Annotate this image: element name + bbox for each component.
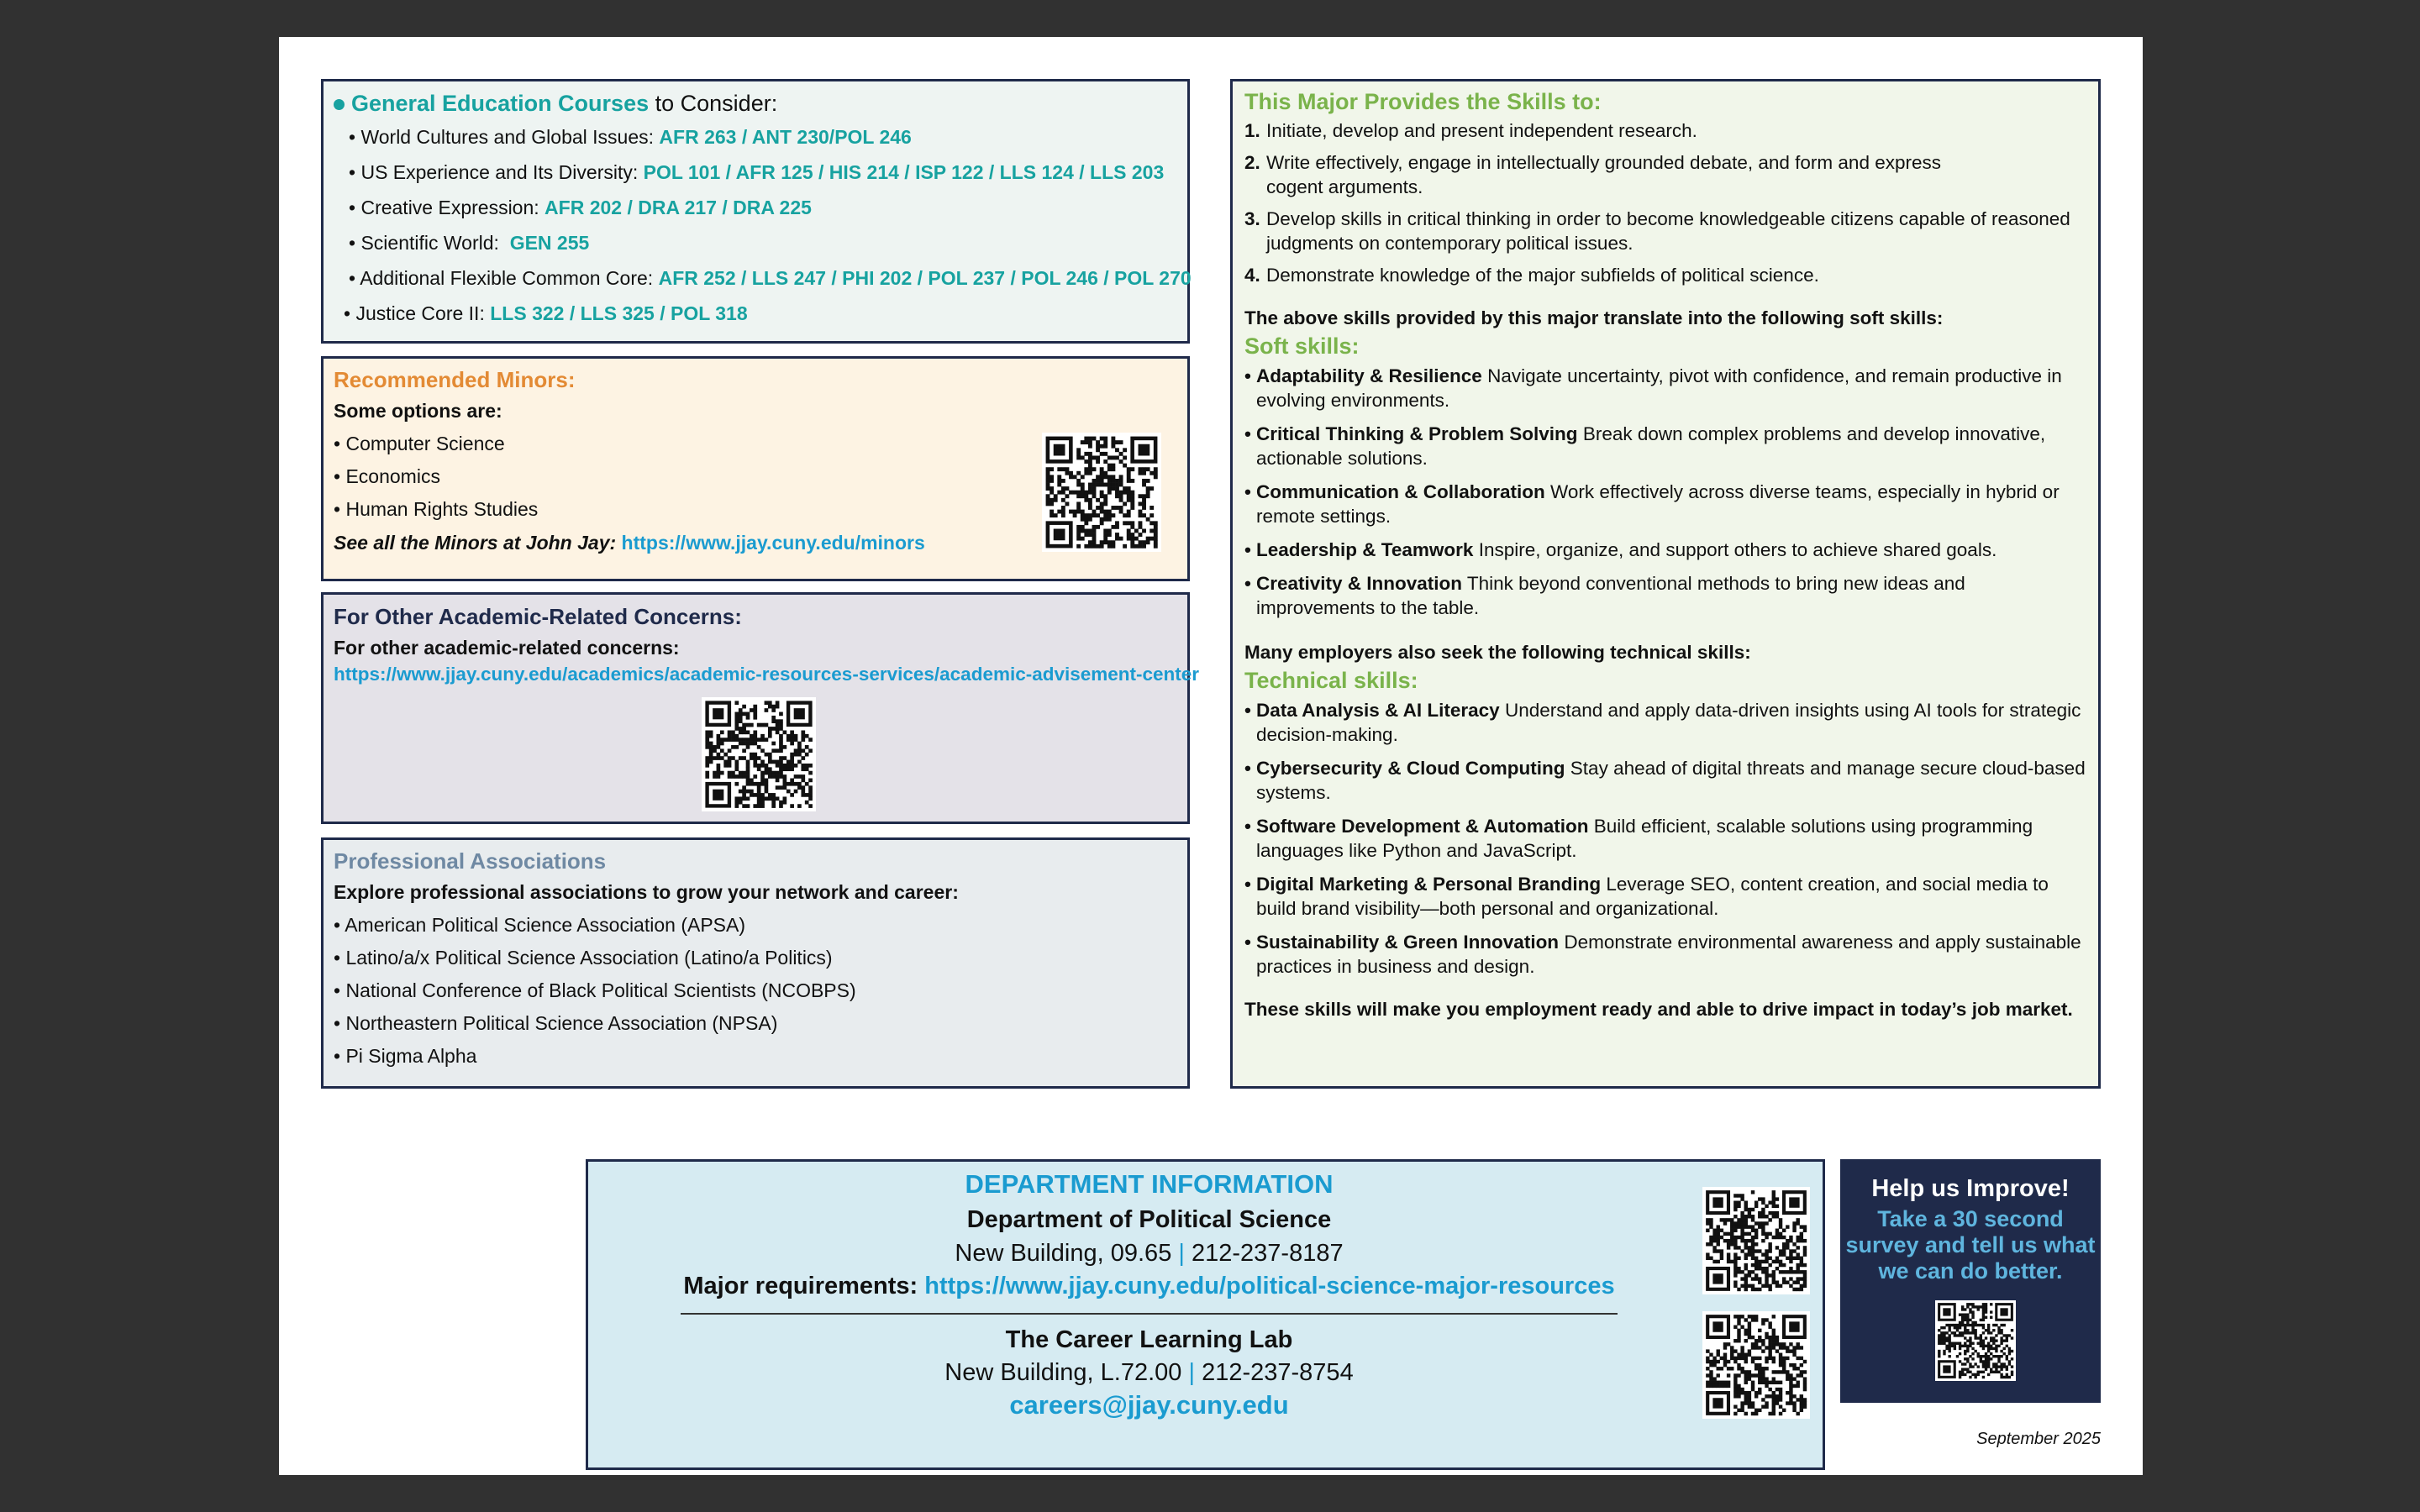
flyer-page <box>279 37 2143 1475</box>
gen-ed-item: • Creative Expression: AFR 202 / DRA 217 / DRA 225 <box>349 197 812 218</box>
minor-item: • Computer Science <box>334 433 505 454</box>
tech-skill-item: • Software Development & Automation Build efficient, scalable solutions using programming languages like Python and JavaScript. <box>1244 814 2086 863</box>
soft-skill-item: • Adaptability & Resilience Navigate uncertainty, pivot with confidence, and remain productive in evolving environments. <box>1244 364 2086 412</box>
minors-title: Recommended Minors: <box>334 367 576 392</box>
gen-ed-courses[interactable]: AFR 263 / ANT 230/POL 246 <box>659 126 912 148</box>
soft-skills-title: Soft skills: <box>1244 333 1360 359</box>
qr-code-career-lab[interactable] <box>1702 1311 1810 1419</box>
minor-item: • Human Rights Studies <box>334 498 539 520</box>
dept-phone: 212-237-8187 <box>1192 1240 1344 1267</box>
gen-ed-item: • Additional Flexible Common Core: AFR 252 / LLS 247 / PHI 202 / POL 237 / POL 246 / POL 270 <box>349 267 1192 289</box>
dept-requirements: Major requirements: https://www.jjay.cuny.edu/political-science-major-resources <box>683 1273 1615 1299</box>
soft-skill-item: • Creativity & Innovation Think beyond conventional methods to bring new ideas and improvements to the table. <box>1244 571 2086 620</box>
survey-text: Take a 30 second survey and tell us what we can do better. <box>1845 1206 2096 1284</box>
minors-see-all: See all the Minors at John Jay: <box>334 532 617 554</box>
requirements-link[interactable]: https://www.jjay.cuny.edu/political-science-major-resources <box>924 1273 1615 1299</box>
soft-skill-item: • Communication & Collaboration Work effectively across diverse teams, especially in hybrid or remote settings. <box>1244 480 2086 528</box>
career-lab-name: The Career Learning Lab <box>1005 1326 1293 1353</box>
association-item: • National Conference of Black Political Scientists (NCOBPS) <box>334 979 856 1001</box>
qr-code-dept[interactable] <box>1702 1187 1810 1294</box>
skills-closing: These skills will make you employment ready and able to drive impact in today’s job market. <box>1244 999 2073 1020</box>
qr-code-icon <box>1935 1300 2016 1381</box>
career-lab-phone: 212-237-8754 <box>1202 1359 1354 1386</box>
minor-item: • Economics <box>334 465 440 487</box>
dept-info-title: DEPARTMENT INFORMATION <box>965 1169 1334 1199</box>
skill-numbered: 4. Demonstrate knowledge of the major subfields of political science. <box>1244 265 1819 286</box>
gen-ed-box <box>321 79 1190 344</box>
qr-code-icon <box>1702 1187 1810 1294</box>
gen-ed-title-suffix: to Consider: <box>655 91 778 116</box>
associations-intro: Explore professional associations to grow your network and career: <box>334 881 959 903</box>
concerns-title: For Other Academic-Related Concerns: <box>334 604 742 629</box>
teal-dot-icon <box>334 99 345 110</box>
qr-code-survey[interactable] <box>1935 1300 2016 1381</box>
skill-numbered: 2. Write effectively, engage in intellectually grounded debate, and form and express cogent arguments. <box>1244 152 1941 197</box>
associations-title: Professional Associations <box>334 848 607 874</box>
gen-ed-courses[interactable]: POL 101 / AFR 125 / HIS 214 / ISP 122 / LLS 124 / LLS 203 <box>643 161 1165 183</box>
gen-ed-item: • Scientific World: GEN 255 <box>349 232 590 254</box>
survey-box <box>1840 1159 2101 1403</box>
tech-skill-item: • Data Analysis & AI Literacy Understand and apply data-driven insights using AI tools for strategic decision-making. <box>1244 698 2086 747</box>
gen-ed-courses[interactable]: AFR 202 / DRA 217 / DRA 225 <box>544 197 812 218</box>
gen-ed-courses[interactable]: GEN 255 <box>509 232 590 254</box>
advisement-center-link[interactable]: https://www.jjay.cuny.edu/academics/academic-resources-services/academic-advisement-center <box>334 664 1200 685</box>
career-lab-location: New Building, L.72.00 | 212-237-8754 <box>944 1359 1354 1386</box>
gen-ed-courses[interactable]: LLS 322 / LLS 325 / POL 318 <box>490 302 748 324</box>
soft-skill-item: • Leadership & Teamwork Inspire, organize, and support others to achieve shared goals. <box>1244 538 2086 562</box>
tech-skill-item: • Cybersecurity & Cloud Computing Stay ahead of digital threats and manage secure cloud-based systems. <box>1244 756 2086 805</box>
career-lab-email[interactable]: careers@jjay.cuny.edu <box>1009 1390 1289 1420</box>
minors-link[interactable]: https://www.jjay.cuny.edu/minors <box>621 532 925 554</box>
association-item: • Latino/a/x Political Science Association (Latino/a Politics) <box>334 947 833 969</box>
association-item: • Pi Sigma Alpha <box>334 1045 477 1067</box>
concerns-intro: For other academic-related concerns: <box>334 637 680 659</box>
gen-ed-item: • US Experience and Its Diversity: POL 101 / AFR 125 / HIS 214 / ISP 122 / LLS 124 / LLS 203 <box>349 161 1165 183</box>
skill-numbered: 3. Develop skills in critical thinking in order to become knowledgeable citizens capable of reasoned judgments on contemporary political issues. <box>1244 208 2070 254</box>
minors-box <box>321 356 1190 581</box>
gen-ed-item: • World Cultures and Global Issues: AFR 263 / ANT 230/POL 246 <box>349 126 912 148</box>
gen-ed-courses[interactable]: AFR 252 / LLS 247 / PHI 202 / POL 237 / POL 246 / POL 270 <box>658 267 1192 289</box>
qr-code-minors[interactable] <box>1042 433 1161 552</box>
concerns-box <box>321 592 1200 824</box>
footer-date: September 2025 <box>1976 1430 2101 1448</box>
gen-ed-item: • Justice Core II: LLS 322 / LLS 325 / POL 318 <box>344 302 748 324</box>
gen-ed-title: General Education Courses <box>351 91 650 116</box>
tech-skills-intro: Many employers also seek the following technical skills: <box>1244 642 1751 663</box>
tech-skills-title: Technical skills: <box>1244 668 1418 693</box>
department-info-box <box>586 1159 1825 1470</box>
association-item: • Northeastern Political Science Association (NPSA) <box>334 1012 778 1034</box>
qr-code-icon <box>1042 433 1161 552</box>
tech-skill-item: • Sustainability & Green Innovation Demonstrate environmental awareness and apply sustainable practices in business and design. <box>1244 930 2086 979</box>
qr-code-icon <box>702 697 816 811</box>
association-item: • American Political Science Association (APSA) <box>334 914 745 936</box>
associations-box <box>321 837 1190 1089</box>
soft-skills-intro: The above skills provided by this major translate into the following soft skills: <box>1244 307 1944 328</box>
soft-skill-item: • Critical Thinking & Problem Solving Break down complex problems and develop innovative, actionable solutions. <box>1244 422 2086 470</box>
dept-location: New Building, 09.65 | 212-237-8187 <box>955 1240 1344 1267</box>
skill-numbered: 1. Initiate, develop and present independent research. <box>1244 120 1697 141</box>
minors-intro: Some options are: <box>334 400 502 422</box>
skills-title: This Major Provides the Skills to: <box>1244 89 1602 114</box>
qr-code-advisement[interactable] <box>702 697 816 811</box>
divider <box>681 1313 1618 1315</box>
qr-code-icon <box>1702 1311 1810 1419</box>
skills-box <box>1230 79 2101 1089</box>
dept-name: Department of Political Science <box>966 1206 1332 1233</box>
tech-skill-item: • Digital Marketing & Personal Branding Leverage SEO, content creation, and social media to build brand visibility—both personal and organizational. <box>1244 872 2086 921</box>
survey-title: Help us Improve! <box>1871 1175 2070 1202</box>
